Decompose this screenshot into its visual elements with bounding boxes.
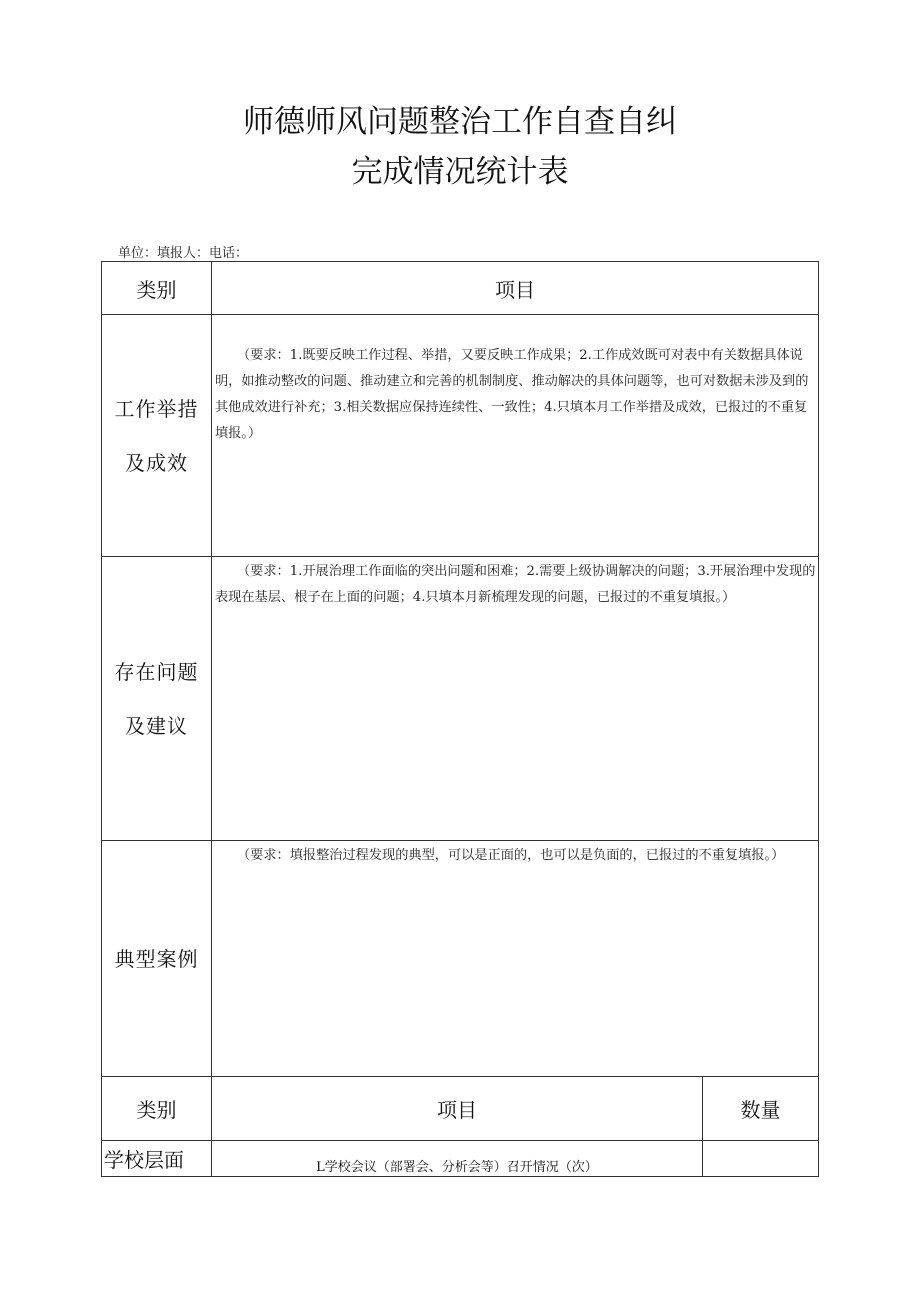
header-quantity: 数量 [703,1077,819,1141]
category-line: 存在问题 [114,659,199,684]
header-category: 类别 [102,1077,212,1141]
header-category: 类别 [102,262,212,315]
requirement-cell[interactable]: （要求：填报整治过程发现的典型，可以是正面的，也可以是负面的，已报过的不重复填报。） [212,841,819,1077]
page-title-line2: 完成情况统计表 [351,154,569,190]
statistics-table [101,261,819,1177]
table-row [102,1141,819,1177]
header-item: 项目 [212,262,819,315]
requirement-cell[interactable]: （要求：1.开展治理工作面临的突出问题和困难；2.需要上级协调解决的问题；3.开展治理中发现的表现在基层、根子在上面的问题；4.只填本月新梳理发现的问题，已报过的不重复填报。） [212,557,819,841]
category-cell [102,841,212,1077]
unit-label: 单位： [118,246,158,261]
category-cell: 学校层面 [102,1141,212,1177]
category-line: 及建议 [125,713,188,738]
table-row [102,315,819,557]
table-row [102,841,819,1077]
category-line: 工作举措 [114,396,199,421]
form-meta [118,242,248,261]
category-cell [102,315,212,557]
reporter-label: 填报人： [157,246,210,261]
category-line: 及成效 [125,450,188,475]
header-item: 项目 [212,1077,703,1141]
quantity-cell[interactable] [703,1141,819,1177]
page-title-line1: 师德师风问题整治工作自查自纠 [243,104,677,140]
requirement-cell[interactable]: （要求：1.既要反映工作过程、举措，又要反映工作成果；2.工作成效既可对表中有关数据具体说明，如推动整改的问题、推动建立和完善的机制制度、推动解决的具体问题等，也可对数据未涉及到的其他成效进行补充；3.相关数据应保持连续性、一致性；4.只填本月工作举措及成效，已报过的不重复填报。） [212,315,819,557]
table-header-row [102,262,819,315]
table-row [102,557,819,841]
table-header-row [102,1077,819,1141]
phone-label: 电话： [209,246,249,261]
item-cell: L学校会议（部署会、分析会等）召开情况（次） [212,1141,703,1177]
category-line: 典型案例 [114,946,199,971]
category-cell [102,557,212,841]
